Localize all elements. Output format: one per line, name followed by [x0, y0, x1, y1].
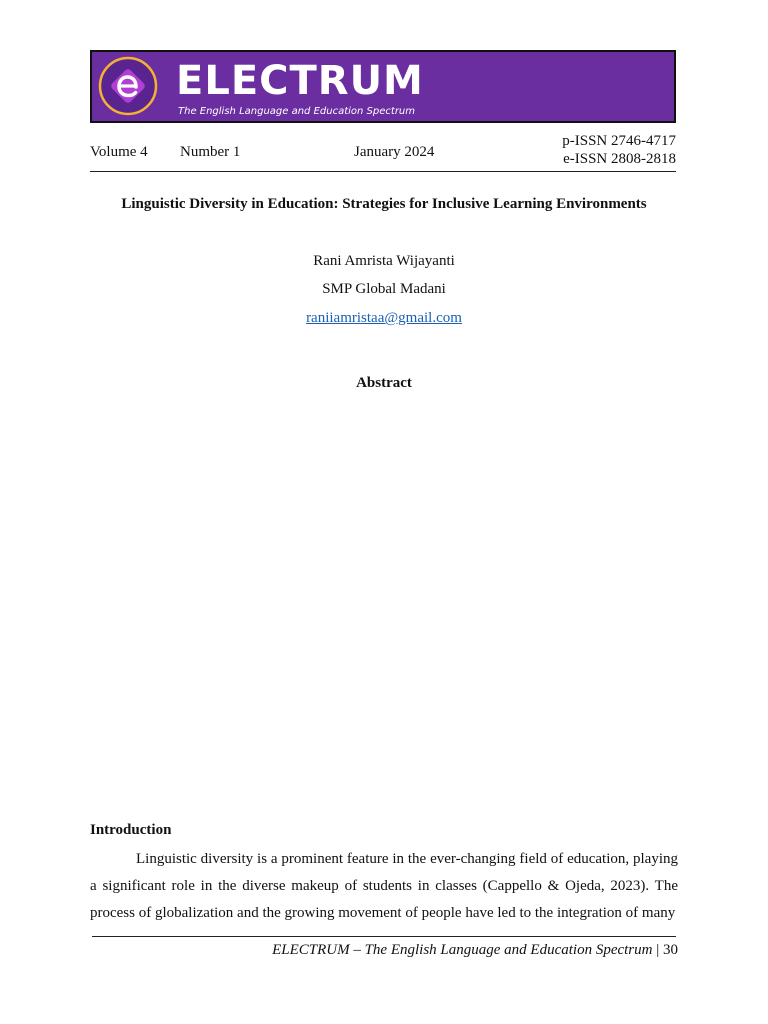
author-affiliation: SMP Global Madani	[322, 281, 446, 297]
introduction-paragraph: Linguistic diversity is a prominent feature in the ever-changing field of education, playing a significant role in the diverse makeup of students in classes (Cappello & Ojeda, 2023). The process of globalization and the growing movement of people have led to the integration of many	[90, 851, 678, 921]
p-issn: p-ISSN 2746-4717	[562, 133, 676, 149]
issn-block	[562, 132, 676, 168]
author-name: Rani Amrista Wijayanti	[313, 253, 455, 269]
page-number: 30	[663, 942, 678, 958]
footer-journal-name: ELECTRUM – The English Language and Education Spectrum	[272, 942, 653, 958]
page-footer	[272, 942, 678, 959]
issue-volume: Volume 4	[90, 144, 148, 160]
electrum-logo-icon	[98, 56, 158, 116]
issue-date: January 2024	[354, 144, 435, 160]
journal-brand-title: ELECTRUM	[176, 58, 424, 104]
footer-separator: |	[656, 942, 660, 958]
e-issn: e-ISSN 2808-2818	[563, 151, 676, 167]
author-email-row	[90, 310, 678, 327]
introduction-heading: Introduction	[90, 822, 172, 838]
article-title: Linguistic Diversity in Education: Strategies for Inclusive Learning Environments	[121, 196, 647, 212]
journal-banner	[90, 50, 676, 123]
issue-number: Number 1	[180, 144, 241, 160]
abstract-heading: Abstract	[356, 375, 412, 391]
header-divider	[90, 171, 676, 172]
author-email-link[interactable]: raniiamristaa@gmail.com	[306, 310, 462, 326]
journal-brand-subtitle: The English Language and Education Spectrum	[178, 106, 416, 117]
footer-divider	[92, 936, 676, 937]
